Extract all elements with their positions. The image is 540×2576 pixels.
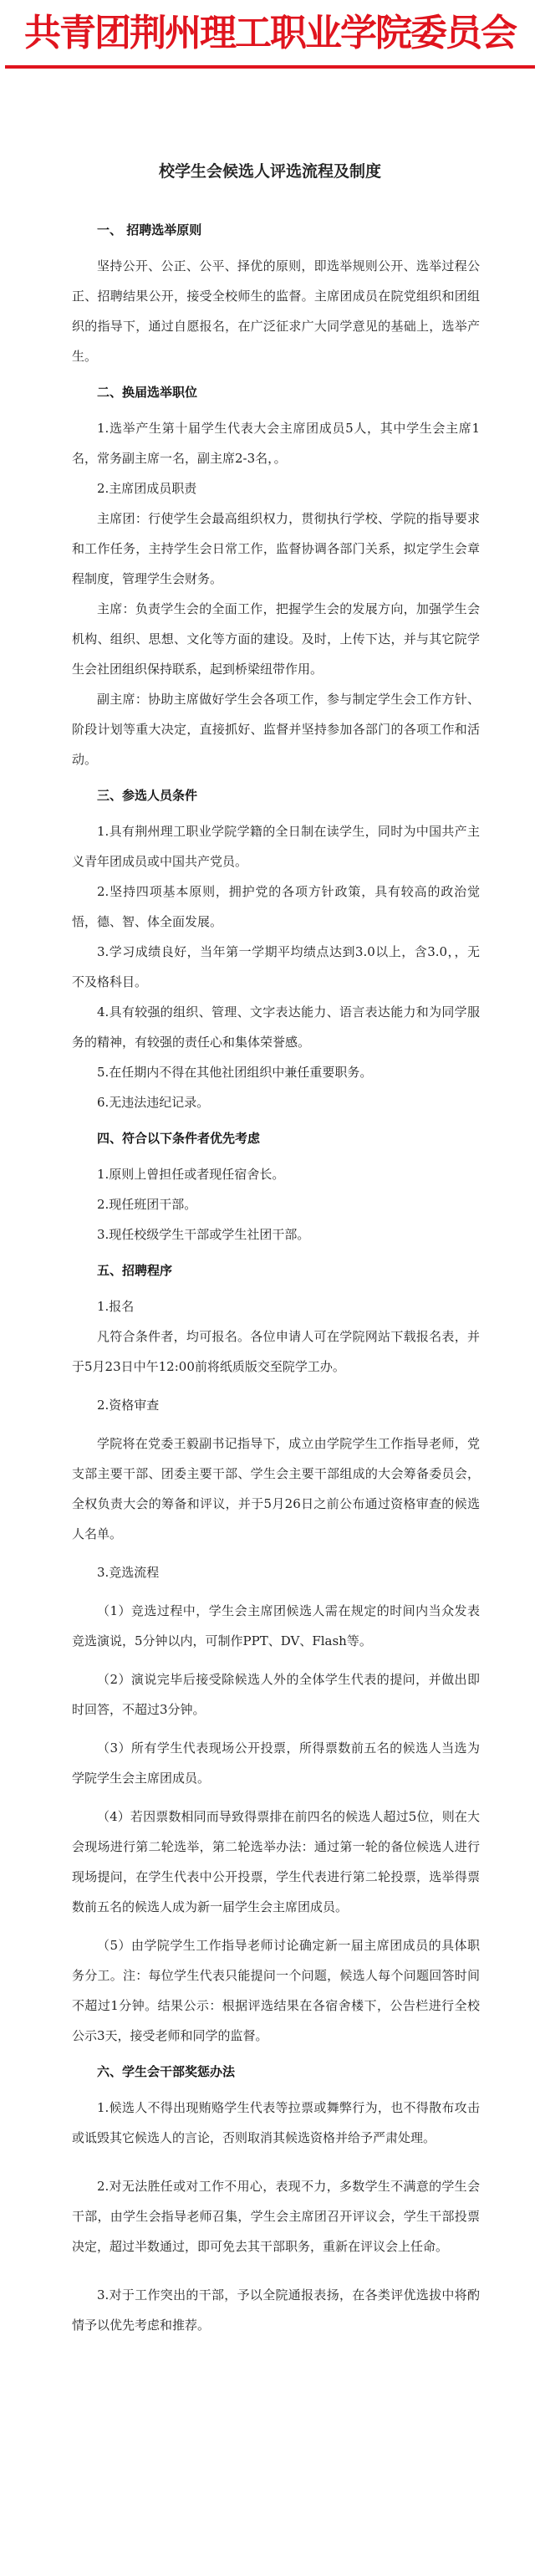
section-heading-4: 四、符合以下条件者优先考虑 (97, 1131, 261, 1146)
paragraph: 学院将在党委王毅副书记指导下，成立由学院学生工作指导老师，党支部主要干部、团委主要干部、学生会主要干部组成的大会筹备委员会，全权负责大会的筹备和评议，并于5月26日之前公布通过资格审查的候选人名单。 (72, 1436, 480, 1541)
paragraph: 1.候选人不得出现贿赂学生代表等拉票或舞弊行为，也不得散布攻击或诋毁其它候选人的言论，否则取消其候选资格并给予严肃处理。 (72, 2100, 480, 2145)
paragraph: 坚持公开、公正、公平、择优的原则，即选举规则公开、选举过程公正、招聘结果公开，接受全校师生的监督。主席团成员在院党组织和团组织的指导下，通过自愿报名，在广泛征求广大同学意见的基础上，选举产生。 (72, 258, 480, 364)
paragraph: 1.报名 (97, 1299, 135, 1314)
section-heading-6: 六、学生会干部奖惩办法 (97, 2064, 236, 2079)
paragraph: 主席：负责学生会的全面工作，把握学生会的发展方向，加强学生会机构、组织、思想、文化等方面的建设。及时，上传下达，并与其它院学生会社团组织保持联系，起到桥梁纽带作用。 (72, 601, 480, 677)
paragraph: 6.无违法违纪记录。 (97, 1095, 210, 1110)
paragraph: （4）若因票数相同而导致得票排在前四名的候选人超过5位，则在大会现场进行第二轮选举，第二轮选举办法：通过第一轮的备位候选人进行现场提问，在学生代表中公开投票，学生代表进行第二轮投票，选举得票数前五名的候选人成为新一届学生会主席团成员。 (72, 1809, 480, 1914)
paragraph: （5）由学院学生工作指导老师讨论确定新一届主席团成员的具体职务分工。注：每位学生代表只能提问一个问题，候选人每个问题回答时间不超过1分钟。结果公示：根据评选结果在各宿舍楼下，公告栏进行全校公示3天，接受老师和同学的监督。 (72, 1938, 480, 2043)
document-title: 校学生会候选人评选流程及制度 (158, 162, 381, 181)
paragraph: 主席团：行使学生会最高组织权力，贯彻执行学校、学院的指导要求和工作任务，主持学生会日常工作，监督协调各部门关系，拟定学生会章程制度，管理学生会财务。 (72, 511, 480, 586)
paragraph: 1.选举产生第十届学生代表大会主席团成员5人，其中学生会主席1名，常务副主席一名，副主席2-3名，。 (72, 421, 480, 466)
paragraph: 2.坚持四项基本原则，拥护党的各项方针政策，具有较高的政治觉悟，德、智、体全面发展。 (72, 884, 480, 929)
paragraph: （3）所有学生代表现场公开投票，所得票数前五名的候选人当选为学院学生会主席团成员。 (72, 1740, 480, 1786)
paragraph: 2.主席团成员职责 (97, 481, 197, 496)
paragraph: 3.竞选流程 (97, 1565, 160, 1580)
section-heading-5: 五、招聘程序 (97, 1263, 173, 1278)
paragraph: 1.具有荆州理工职业学院学籍的全日制在读学生，同时为中国共产主义青年团成员或中国共产党员。 (72, 824, 480, 869)
paragraph: 凡符合条件者，均可报名。各位申请人可在学院网站下载报名表，并于5月23日中午12:00前将纸质版交至院学工办。 (72, 1329, 480, 1374)
paragraph: 3.学习成绩良好，当年第一学期平均绩点达到3.0以上，含3.0，，无不及格科目。 (72, 944, 480, 989)
paragraph: 副主席：协助主席做好学生会各项工作，参与制定学生会工作方针、阶段计划等重大决定，直接抓好、监督并坚持参加各部门的各项工作和活动。 (72, 692, 480, 767)
paragraph: （1）竞选过程中，学生会主席团候选人需在规定的时间内当众发表竞选演说，5分钟以内，可制作PPT、DV、Flash等。 (72, 1603, 480, 1648)
paragraph: 2.现任班团干部。 (97, 1197, 197, 1212)
paragraph: 3.对于工作突出的干部，予以全院通报表扬，在各类评优选拔中将酌情予以优先考虑和推荐。 (72, 2287, 480, 2333)
paragraph: 5.在任期内不得在其他社团组织中兼任重要职务。 (97, 1065, 373, 1080)
section-heading-2: 二、换届选举职位 (97, 385, 198, 400)
red-divider-line (5, 65, 535, 69)
paragraph: 4.具有较强的组织、管理、文字表达能力、语言表达能力和为同学服务的精神，有较强的责任心和集体荣誉感。 (72, 1004, 480, 1050)
paragraph: 3.现任校级学生干部或学生社团干部。 (97, 1227, 310, 1242)
paragraph: 2.对无法胜任或对工作不用心，表现不力，多数学生不满意的学生会干部，由学生会指导老师召集，学生会主席团召开评议会，学生干部投票决定，超过半数通过，即可免去其干部职务，重新在评议会上任命。 (72, 2179, 480, 2254)
paragraph: 2.资格审查 (97, 1398, 160, 1413)
paragraph: 1.原则上曾担任或者现任宿舍长。 (97, 1167, 285, 1182)
section-heading-3: 三、参选人员条件 (97, 788, 198, 803)
paragraph: （2）演说完毕后接受除候选人外的全体学生代表的提问，并做出即时回答，不超过3分钟。 (72, 1672, 480, 1717)
document-body (72, 209, 480, 2340)
section-heading-1: 一、 招聘选举原则 (97, 222, 202, 238)
letterhead (0, 0, 540, 72)
organization-title: 共青团荆州理工职业学院委员会 (24, 12, 516, 54)
